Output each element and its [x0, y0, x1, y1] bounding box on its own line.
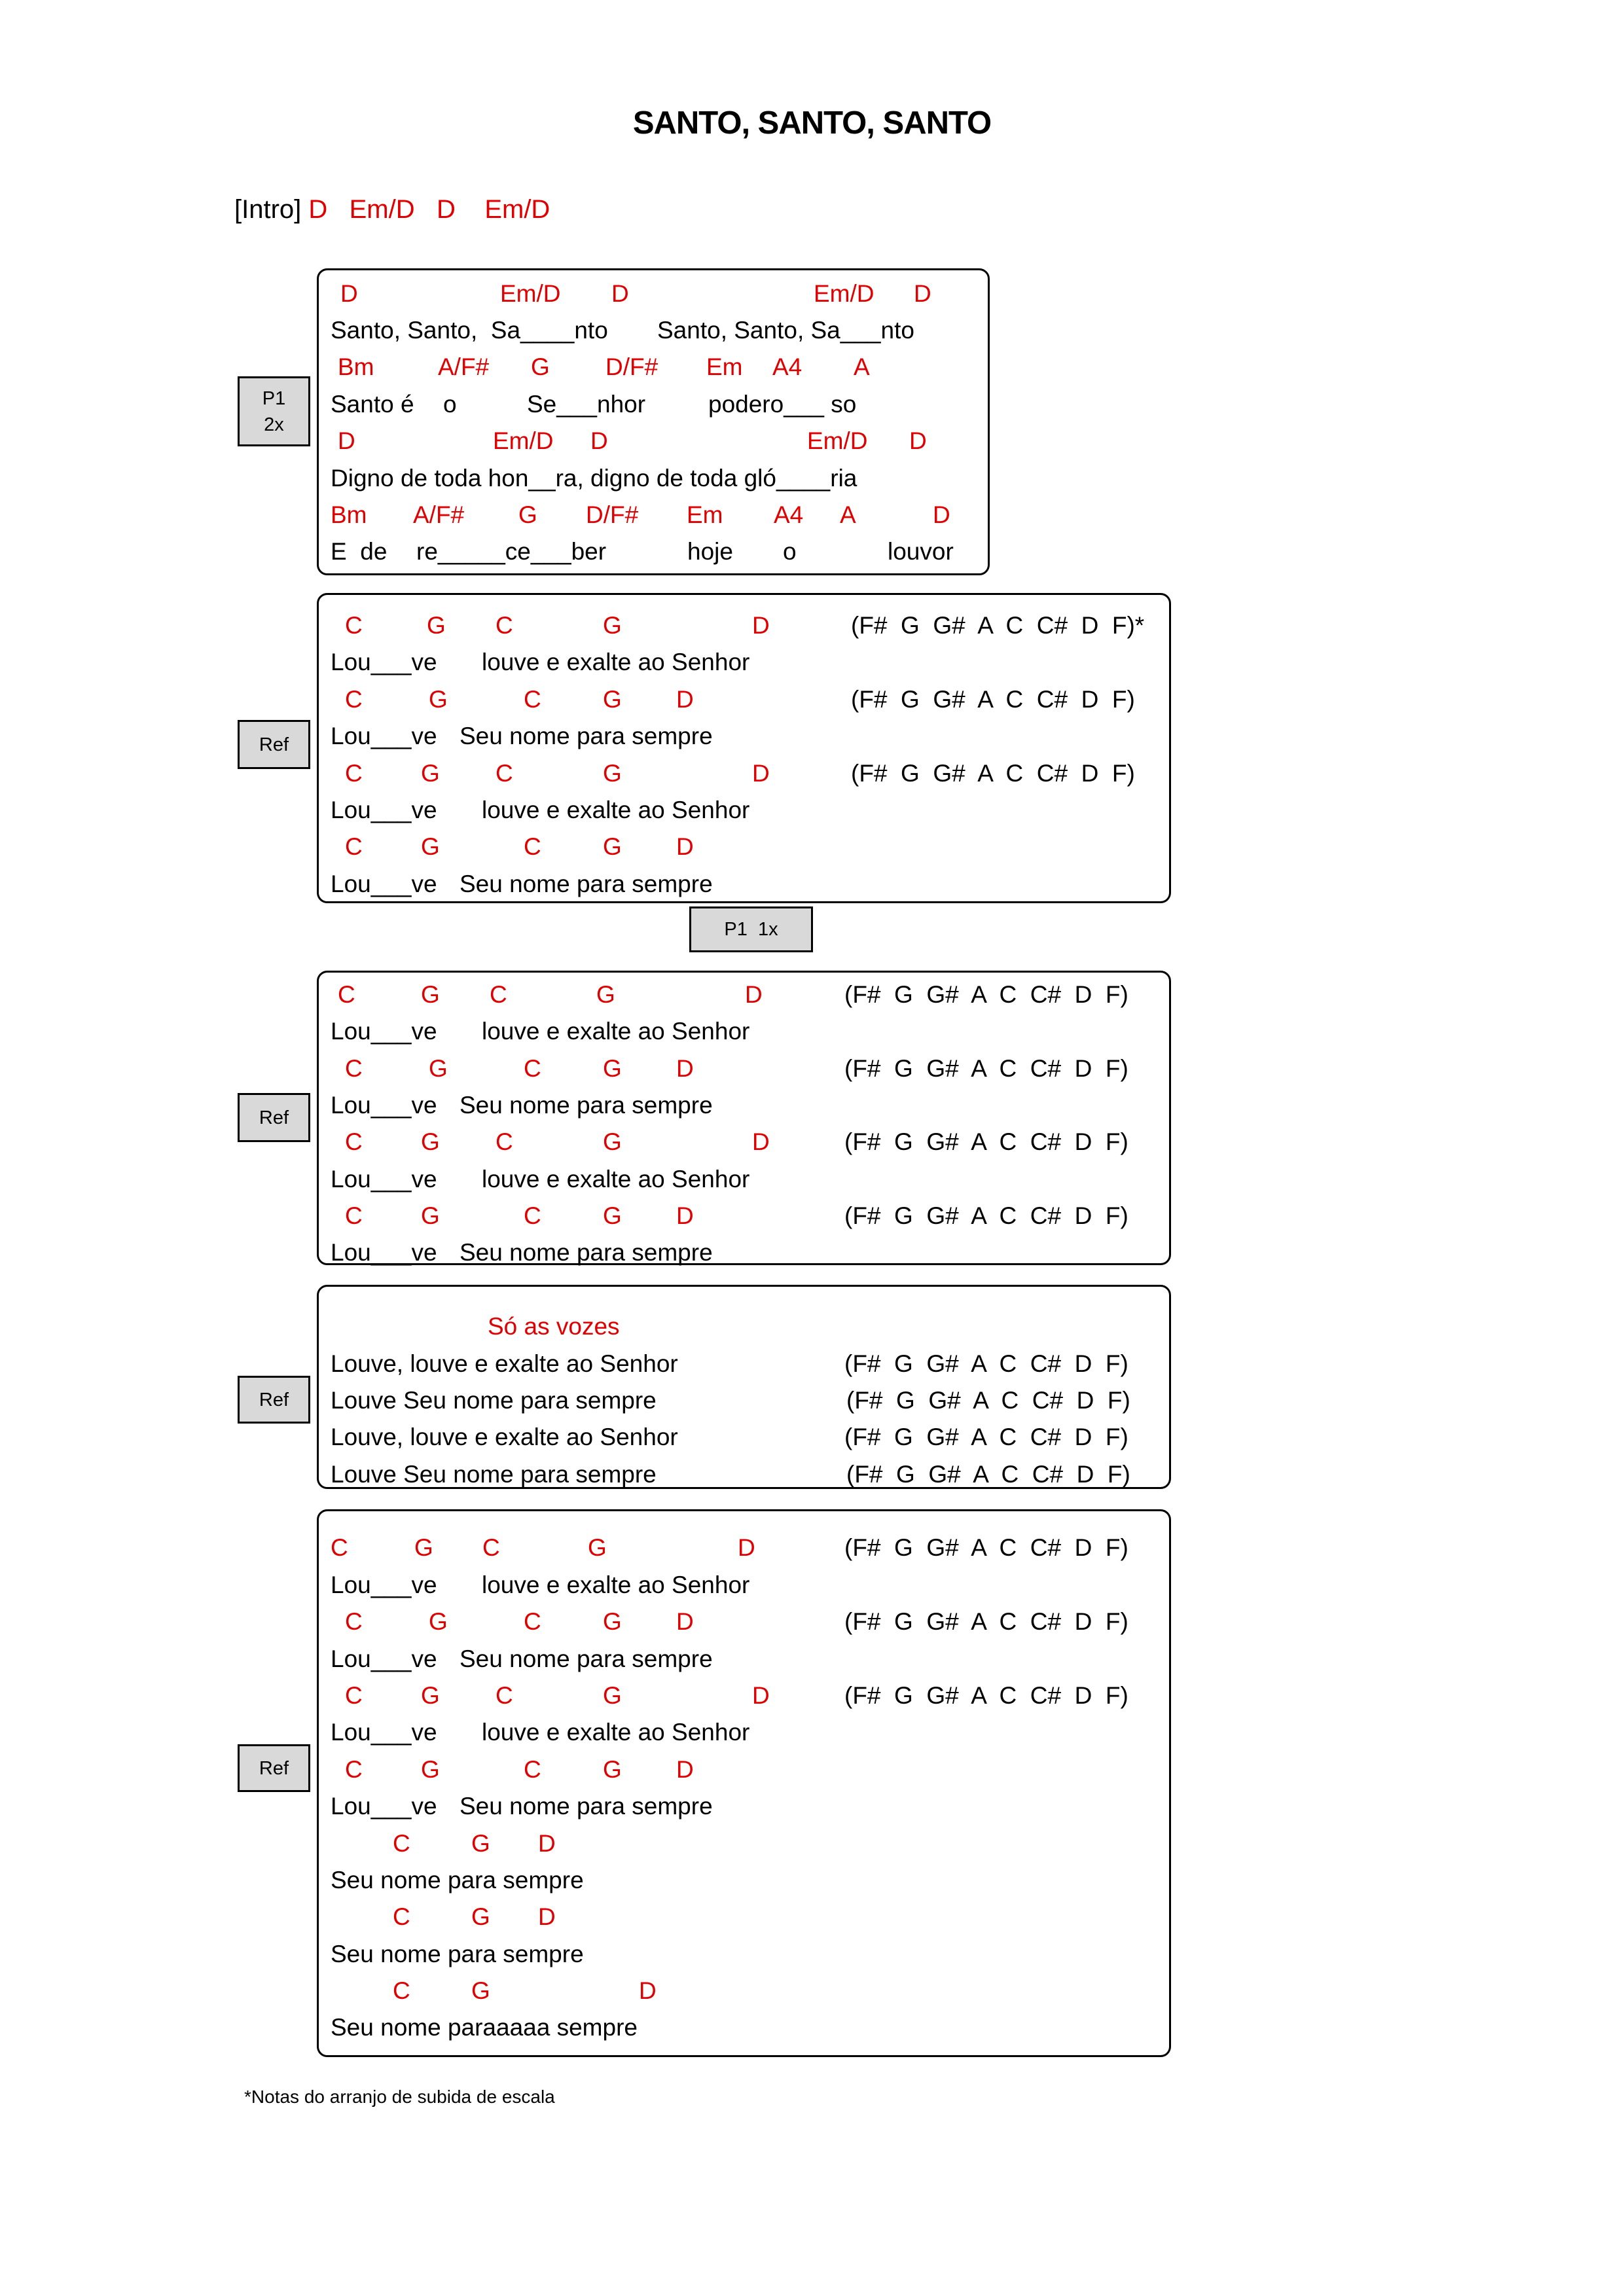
lyric: Seu nome para sempre: [460, 1239, 713, 1266]
chord: Em/D: [349, 195, 415, 224]
chord: G: [429, 686, 448, 713]
chord: D: [752, 612, 770, 639]
lyric: Digno de toda hon__ra, digno de toda gló____ria: [331, 465, 857, 492]
chord: C: [331, 1534, 348, 1561]
chord: D: [909, 427, 927, 454]
chord: C: [524, 1055, 541, 1082]
lyric: E de: [331, 538, 388, 565]
chord: G: [421, 1128, 440, 1155]
chord: G: [421, 1682, 440, 1709]
lyric: Seu nome paraaaaa sempre: [331, 2014, 638, 2041]
intro-label: [Intro]: [234, 195, 302, 224]
footnote: *Notas do arranjo de subida de escala: [244, 2087, 555, 2107]
chord: C: [393, 1903, 410, 1930]
lyric: Lou___ve: [331, 797, 437, 823]
chord: D/F#: [605, 353, 659, 380]
chord: D: [639, 1977, 657, 2004]
chord: C: [345, 612, 363, 639]
chord: D: [338, 427, 355, 454]
chord: G: [603, 833, 622, 860]
chord: C: [393, 1830, 410, 1857]
chord: Bm: [338, 353, 374, 380]
lyric: o: [783, 538, 797, 565]
lyric: Santo, Santo, Sa___nto: [657, 317, 914, 344]
chord: G: [603, 1202, 622, 1229]
label-text: P1: [262, 387, 286, 409]
notes-run: (F# G G# A C C# D F): [844, 1682, 1128, 1709]
lyric: Lou___ve: [331, 1092, 437, 1119]
lyric: Santo é: [331, 391, 414, 418]
chord: Em: [706, 353, 743, 380]
intro-line: [234, 194, 550, 224]
lyric: Lou___ve: [331, 1166, 437, 1193]
lyric: Louve Seu nome para sempre: [331, 1461, 657, 1488]
chord: G: [603, 1128, 622, 1155]
chord: D: [676, 1202, 694, 1229]
chord: G: [518, 501, 537, 528]
chord: C: [496, 1682, 513, 1709]
lyric: Lou___ve: [331, 870, 437, 897]
chord: C: [496, 1128, 513, 1155]
lyric: Louve, louve e exalte ao Senhor: [331, 1424, 678, 1450]
lyric: Seu nome para sempre: [460, 870, 713, 897]
chord: G: [603, 1756, 622, 1783]
lyric: Lou___ve: [331, 1239, 437, 1266]
chord: C: [345, 1608, 363, 1635]
chord: D: [308, 195, 328, 224]
lyric: o: [443, 391, 457, 418]
notes-run: (F# G G# A C C# D F): [844, 1202, 1128, 1229]
lyric: Louve, louve e exalte ao Senhor: [331, 1350, 678, 1377]
notes-run: (F# G G# A C C# D F): [851, 760, 1135, 787]
chord: D: [745, 981, 763, 1008]
chord: G: [603, 612, 622, 639]
chord: G: [603, 1608, 622, 1635]
chord: D: [340, 280, 358, 307]
chord: D: [752, 1128, 770, 1155]
notes-run: (F# G G# A C C# D F): [846, 1387, 1130, 1414]
chord: A: [840, 501, 856, 528]
lyric: hoje: [687, 538, 733, 565]
chord: Em/D: [493, 427, 554, 454]
chord: G: [596, 981, 615, 1008]
song-title: SANTO, SANTO, SANTO: [632, 105, 992, 141]
chord: G: [429, 1055, 448, 1082]
lyric: Lou___ve: [331, 1793, 437, 1820]
notes-run: (F# G G# A C C# D F): [844, 1055, 1128, 1082]
lyric: louve e exalte ao Senhor: [482, 1018, 750, 1045]
chord: D: [538, 1830, 556, 1857]
lyric: Lou___ve: [331, 723, 437, 749]
chord: D: [738, 1534, 755, 1561]
chord: G: [421, 1756, 440, 1783]
lyric: Lou___ve: [331, 1018, 437, 1045]
chord: C: [345, 833, 363, 860]
chord: G: [414, 1534, 433, 1561]
lyric: Seu nome para sempre: [331, 1867, 584, 1893]
chord: D: [538, 1903, 556, 1930]
chord: A/F#: [438, 353, 490, 380]
chord: G: [421, 760, 440, 787]
chord: D: [676, 1756, 694, 1783]
chord: D: [676, 686, 694, 713]
chord: C: [345, 760, 363, 787]
label-text: P1 1x: [724, 919, 778, 940]
chord: G: [427, 612, 446, 639]
chord: Em: [687, 501, 723, 528]
chord: D: [914, 280, 931, 307]
chord: C: [345, 1682, 363, 1709]
lyric: Santo, Santo, Sa____nto: [331, 317, 608, 344]
chord: D: [752, 1682, 770, 1709]
chord: C: [338, 981, 355, 1008]
chord: A4: [774, 501, 804, 528]
chord: G: [588, 1534, 607, 1561]
lyric: Lou___ve: [331, 1719, 437, 1746]
chord: C: [345, 1202, 363, 1229]
section-label-ref: [238, 720, 310, 769]
lyric: Lou___ve: [331, 649, 437, 675]
chord: A: [854, 353, 870, 380]
section-label-ref: [238, 1744, 310, 1792]
lyric: louvor: [888, 538, 954, 565]
chord: G: [603, 760, 622, 787]
section-label-p1-1x: [689, 906, 813, 952]
chord: G: [421, 981, 440, 1008]
chord: D: [752, 760, 770, 787]
notes-run: (F# G G# A C C# D F): [846, 1461, 1130, 1488]
chord: Em/D: [500, 280, 561, 307]
lyric: podero___ so: [708, 391, 857, 418]
lyric: louve e exalte ao Senhor: [482, 649, 750, 675]
chord: D: [933, 501, 950, 528]
chord: Em/D: [484, 195, 550, 224]
chord: D: [611, 280, 629, 307]
lyric: Seu nome para sempre: [460, 1092, 713, 1119]
lyric: louve e exalte ao Senhor: [482, 1719, 750, 1746]
chord: C: [524, 1756, 541, 1783]
chord: G: [531, 353, 550, 380]
chord: Em/D: [814, 280, 875, 307]
section-label-ref: [238, 1093, 310, 1142]
notes-run: (F# G G# A C C# D F): [844, 1128, 1128, 1155]
lyric: louve e exalte ao Senhor: [482, 1166, 750, 1193]
chord: C: [524, 1608, 541, 1635]
section-label-ref: [238, 1376, 310, 1424]
lyric: Lou___ve: [331, 1571, 437, 1598]
chord: G: [471, 1830, 490, 1857]
chord: G: [603, 1055, 622, 1082]
chord: D: [590, 427, 608, 454]
lyric: Seu nome para sempre: [460, 723, 713, 749]
chord: C: [524, 686, 541, 713]
chord: C: [496, 760, 513, 787]
label-text: Ref: [259, 1107, 289, 1128]
lyric: Louve Seu nome para sempre: [331, 1387, 657, 1414]
lyric: re_____ce___ber: [416, 538, 607, 565]
chord: G: [603, 686, 622, 713]
chord: C: [345, 1128, 363, 1155]
chord: D/F#: [586, 501, 639, 528]
notes-run: (F# G G# A C C# D F): [851, 686, 1135, 713]
section-label-p1-2x: [238, 376, 310, 446]
chord: Em/D: [807, 427, 868, 454]
chord: C: [393, 1977, 410, 2004]
lyric: Seu nome para sempre: [460, 1645, 713, 1672]
chord: G: [603, 1682, 622, 1709]
chord: C: [345, 686, 363, 713]
chord: C: [524, 1202, 541, 1229]
notes-run: (F# G G# A C C# D F): [844, 1608, 1128, 1635]
lyric: Seu nome para sempre: [460, 1793, 713, 1820]
label-text: Ref: [259, 1757, 289, 1779]
chord: Bm: [331, 501, 367, 528]
chord: G: [471, 1903, 490, 1930]
chord: C: [490, 981, 507, 1008]
voices-only-note: Só as vozes: [488, 1313, 620, 1340]
label-text: 2x: [264, 414, 284, 435]
chord: G: [421, 1202, 440, 1229]
lyric: Se___nhor: [527, 391, 646, 418]
chord: D: [676, 1608, 694, 1635]
chord: C: [345, 1756, 363, 1783]
notes-run: (F# G G# A C C# D F): [844, 1424, 1128, 1450]
notes-run: (F# G G# A C C# D F): [844, 981, 1128, 1008]
lyric: Seu nome para sempre: [331, 1941, 584, 1967]
lyric: louve e exalte ao Senhor: [482, 1571, 750, 1598]
label-text: Ref: [259, 734, 289, 755]
chord: C: [345, 1055, 363, 1082]
chord: G: [429, 1608, 448, 1635]
chord: G: [471, 1977, 490, 2004]
lyric: louve e exalte ao Senhor: [482, 797, 750, 823]
chord: D: [436, 195, 456, 224]
notes-run: (F# G G# A C C# D F): [844, 1350, 1128, 1377]
chord: G: [421, 833, 440, 860]
chord: A/F#: [413, 501, 465, 528]
notes-run: (F# G G# A C C# D F): [844, 1534, 1128, 1561]
lyric: Lou___ve: [331, 1645, 437, 1672]
label-text: Ref: [259, 1389, 289, 1410]
chord: D: [676, 833, 694, 860]
notes-run: (F# G G# A C C# D F)*: [851, 612, 1145, 639]
chord: C: [482, 1534, 500, 1561]
chord: C: [524, 833, 541, 860]
chord: A4: [772, 353, 803, 380]
chord: D: [676, 1055, 694, 1082]
chord: C: [496, 612, 513, 639]
